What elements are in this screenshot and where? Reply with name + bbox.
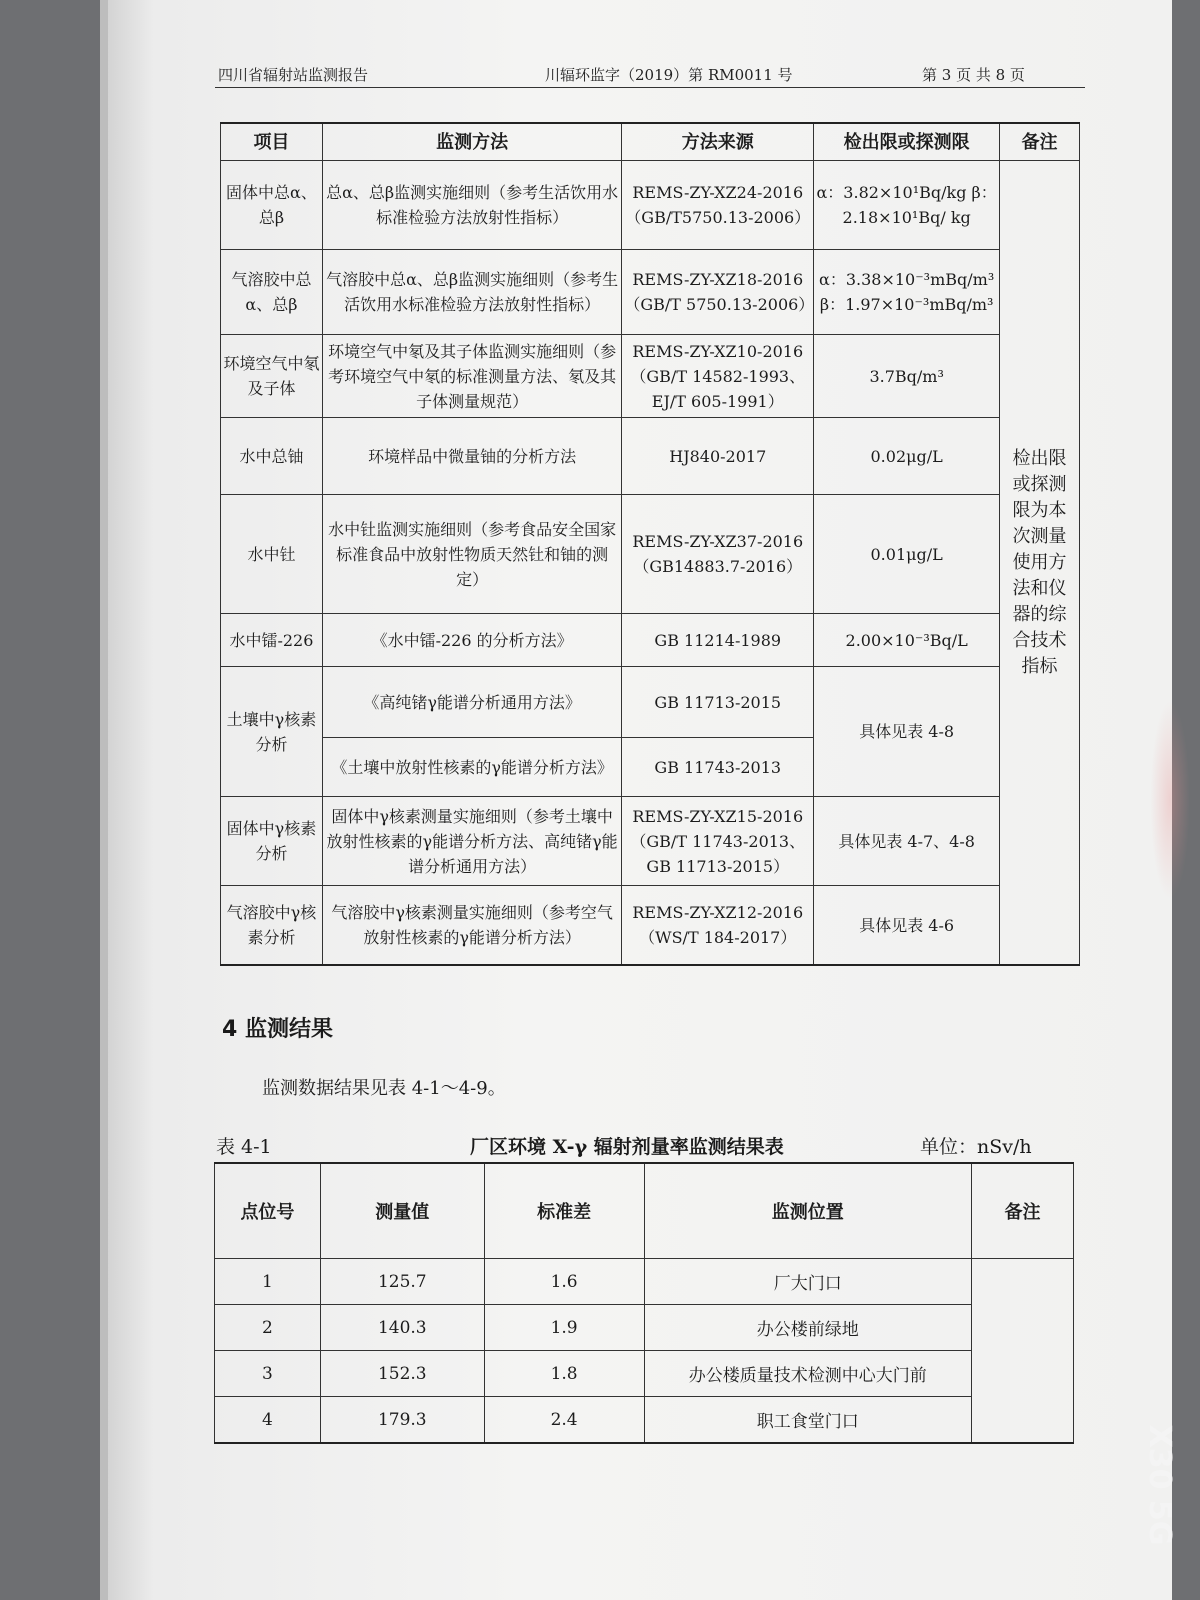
source-cell: GB 11214-1989 bbox=[622, 614, 814, 667]
results-table bbox=[214, 1162, 1074, 1444]
sd-cell: 1.9 bbox=[484, 1305, 644, 1351]
value-cell: 179.3 bbox=[320, 1397, 484, 1444]
table-header-row bbox=[215, 1163, 1074, 1259]
table-row bbox=[215, 1305, 1074, 1351]
remark-cell bbox=[972, 1259, 1074, 1444]
location-cell: 职工食堂门口 bbox=[644, 1397, 972, 1444]
sd-cell: 1.6 bbox=[484, 1259, 644, 1305]
method-cell: 《土壤中放射性核素的γ能谱分析方法》 bbox=[322, 738, 621, 797]
source-cell: GB 11713-2015 bbox=[622, 667, 814, 738]
limit-cell: 0.01μg/L bbox=[814, 495, 1000, 614]
source-cell: REMS-ZY-XZ37-2016（GB14883.7-2016） bbox=[622, 495, 814, 614]
limit-cell: 具体见表 4-8 bbox=[814, 667, 1000, 797]
col-header: 检出限或探测限 bbox=[814, 123, 1000, 161]
header-center: 川辐环监字（2019）第 RM0011 号 bbox=[545, 66, 793, 84]
stamp-bleed bbox=[1150, 700, 1190, 900]
limit-cell: 0.02μg/L bbox=[814, 418, 1000, 495]
item-cell: 气溶胶中γ核素分析 bbox=[221, 886, 323, 966]
table-title: 厂区环境 X-γ 辐射剂量率监测结果表 bbox=[470, 1136, 784, 1158]
method-cell: 总α、总β监测实施细则（参考生活饮用水标准检验方法放射性指标） bbox=[322, 161, 621, 250]
source-cell: REMS-ZY-XZ15-2016（GB/T 11743-2013、GB 11713-2015） bbox=[622, 797, 814, 886]
table-row bbox=[221, 495, 1080, 614]
table-row bbox=[221, 161, 1080, 250]
col-header: 方法来源 bbox=[622, 123, 814, 161]
col-header: 点位号 bbox=[215, 1163, 321, 1259]
source-cell: REMS-ZY-XZ12-2016（WS/T 184-2017） bbox=[622, 886, 814, 966]
header-rule bbox=[215, 87, 1085, 88]
source-cell: REMS-ZY-XZ24-2016（GB/T5750.13-2006） bbox=[622, 161, 814, 250]
item-cell: 土壤中γ核素分析 bbox=[221, 667, 323, 797]
source-cell: HJ840-2017 bbox=[622, 418, 814, 495]
method-cell: 环境样品中微量铀的分析方法 bbox=[322, 418, 621, 495]
method-cell: 《高纯锗γ能谱分析通用方法》 bbox=[322, 667, 621, 738]
value-cell: 140.3 bbox=[320, 1305, 484, 1351]
camera-watermark bbox=[1130, 1395, 1177, 1575]
col-header: 监测方法 bbox=[322, 123, 621, 161]
limit-cell: 2.00×10⁻³Bq/L bbox=[814, 614, 1000, 667]
col-header: 备注 bbox=[1000, 123, 1080, 161]
id-cell: 4 bbox=[215, 1397, 321, 1444]
table-unit: 单位：nSv/h bbox=[920, 1136, 1032, 1158]
section-paragraph: 监测数据结果见表 4-1～4-9。 bbox=[262, 1078, 506, 1099]
remark-cell: 检出限或探测限为本次测量使用方法和仪器的综合技术指标 bbox=[1000, 161, 1080, 966]
limit-cell: 具体见表 4-6 bbox=[814, 886, 1000, 966]
header-right: 第 3 页 共 8 页 bbox=[922, 66, 1025, 84]
table-row bbox=[221, 797, 1080, 886]
item-cell: 固体中γ核素分析 bbox=[221, 797, 323, 886]
source-cell: REMS-ZY-XZ10-2016（GB/T 14582-1993、EJ/T 605-1991） bbox=[622, 335, 814, 418]
col-header: 测量值 bbox=[320, 1163, 484, 1259]
source-cell: REMS-ZY-XZ18-2016（GB/T 5750.13-2006） bbox=[622, 250, 814, 335]
col-header: 备注 bbox=[972, 1163, 1074, 1259]
method-cell: 水中钍监测实施细则（参考食品安全国家标准食品中放射性物质天然钍和铀的测定） bbox=[322, 495, 621, 614]
item-cell: 环境空气中氡及子体 bbox=[221, 335, 323, 418]
table-row bbox=[221, 418, 1080, 495]
col-header: 项目 bbox=[221, 123, 323, 161]
limit-cell: α：3.38×10⁻³mBq/m³ β：1.97×10⁻³mBq/m³ bbox=[814, 250, 1000, 335]
sd-cell: 2.4 bbox=[484, 1397, 644, 1444]
table-row bbox=[215, 1397, 1074, 1444]
table-row bbox=[221, 250, 1080, 335]
table-label: 表 4-1 bbox=[216, 1136, 272, 1158]
method-cell: 固体中γ核素测量实施细则（参考土壤中放射性核素的γ能谱分析方法、高纯锗γ能谱分析通用方法） bbox=[322, 797, 621, 886]
table-row bbox=[221, 335, 1080, 418]
location-cell: 办公楼前绿地 bbox=[644, 1305, 972, 1351]
limit-cell: 3.7Bq/m³ bbox=[814, 335, 1000, 418]
location-cell: 办公楼质量技术检测中心大门前 bbox=[644, 1351, 972, 1397]
id-cell: 2 bbox=[215, 1305, 321, 1351]
sd-cell: 1.8 bbox=[484, 1351, 644, 1397]
table-row bbox=[221, 667, 1080, 738]
col-header: 监测位置 bbox=[644, 1163, 972, 1259]
id-cell: 1 bbox=[215, 1259, 321, 1305]
item-cell: 水中镭-226 bbox=[221, 614, 323, 667]
table-row bbox=[215, 1259, 1074, 1305]
item-cell: 水中钍 bbox=[221, 495, 323, 614]
item-cell: 水中总铀 bbox=[221, 418, 323, 495]
methods-table bbox=[220, 122, 1080, 966]
col-header: 标准差 bbox=[484, 1163, 644, 1259]
header-left: 四川省辐射站监测报告 bbox=[218, 66, 369, 84]
table-row bbox=[221, 886, 1080, 966]
method-cell: 《水中镭-226 的分析方法》 bbox=[322, 614, 621, 667]
id-cell: 3 bbox=[215, 1351, 321, 1397]
location-cell: 厂大门口 bbox=[644, 1259, 972, 1305]
method-cell: 气溶胶中γ核素测量实施细则（参考空气放射性核素的γ能谱分析方法） bbox=[322, 886, 621, 966]
watermark-text: X30 5G bbox=[1142, 1424, 1177, 1546]
value-cell: 125.7 bbox=[320, 1259, 484, 1305]
item-cell: 固体中总α、总β bbox=[221, 161, 323, 250]
limit-cell: α：3.82×10¹Bq/kg β：2.18×10¹Bq/ kg bbox=[814, 161, 1000, 250]
limit-cell: 具体见表 4-7、4-8 bbox=[814, 797, 1000, 886]
item-cell: 气溶胶中总α、总β bbox=[221, 250, 323, 335]
method-cell: 气溶胶中总α、总β监测实施细则（参考生活饮用水标准检验方法放射性指标） bbox=[322, 250, 621, 335]
value-cell: 152.3 bbox=[320, 1351, 484, 1397]
method-cell: 环境空气中氡及其子体监测实施细则（参考环境空气中氡的标准测量方法、氡及其子体测量规范） bbox=[322, 335, 621, 418]
table-row bbox=[221, 614, 1080, 667]
section-title: 4 监测结果 bbox=[222, 1017, 333, 1042]
table-header-row bbox=[221, 123, 1080, 161]
table-row bbox=[215, 1351, 1074, 1397]
source-cell: GB 11743-2013 bbox=[622, 738, 814, 797]
page-spine bbox=[100, 0, 108, 1600]
